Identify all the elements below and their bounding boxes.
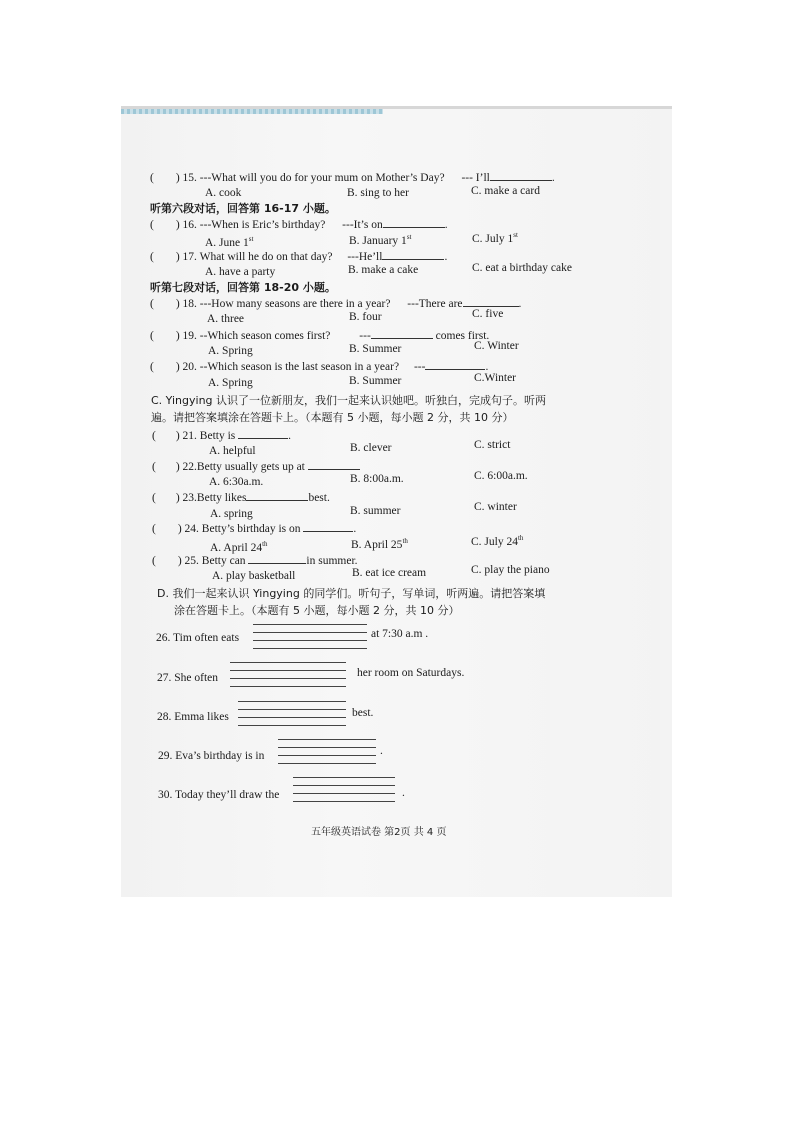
option-b: B. Summer	[349, 343, 402, 355]
writing-line[interactable]	[293, 777, 395, 778]
question-27-suffix: her room on Saturdays.	[357, 667, 465, 679]
sentence-end: .	[444, 219, 448, 231]
writing-line[interactable]	[230, 662, 346, 663]
answer-blank[interactable]	[490, 170, 552, 181]
answer-paren[interactable]: (	[152, 430, 156, 442]
question-text: ) 24. Betty’s birthday is on	[177, 523, 301, 535]
answer-blank[interactable]	[238, 428, 288, 439]
question-28-suffix: best.	[352, 707, 374, 719]
option-a: A. spring	[210, 508, 253, 520]
response-text: ---He’ll	[347, 251, 383, 263]
option-b-sup: th	[402, 537, 408, 545]
question-28-prefix: 28. Emma likes	[157, 711, 229, 723]
option-a: A. cook	[205, 187, 242, 199]
option-c: C.Winter	[474, 372, 517, 384]
writing-line[interactable]	[238, 725, 346, 726]
option-b: B. 8:00a.m.	[350, 473, 404, 485]
option-b: B. Summer	[349, 375, 402, 387]
option-a-sup: th	[262, 540, 268, 548]
question-text: ) 21. Betty is	[175, 430, 236, 442]
sentence-end: .	[485, 361, 489, 373]
option-b: B. summer	[350, 505, 401, 517]
option-c	[472, 228, 518, 246]
question-24	[152, 521, 356, 536]
question-19	[150, 328, 489, 343]
option-c-sup: th	[517, 534, 524, 542]
question-text: ) 25. Betty can	[177, 555, 246, 567]
writing-line[interactable]	[253, 624, 367, 625]
option-c: C. strict	[474, 439, 511, 451]
writing-line[interactable]	[230, 670, 346, 671]
option-a-text: A. June 1	[205, 236, 249, 249]
writing-line[interactable]	[293, 785, 395, 786]
writing-line[interactable]	[230, 686, 346, 687]
question-text: ) 22.Betty usually gets up at	[175, 461, 305, 473]
response-text: ---	[359, 330, 371, 342]
option-b: B. sing to her	[347, 187, 409, 199]
section-c-instruction-2: 遍。请把答案填涂在答题卡上。（本题有 5 小题，每小题 2 分，共 10 分）	[151, 411, 514, 424]
writing-line[interactable]	[230, 678, 346, 679]
answer-blank[interactable]	[308, 459, 360, 470]
option-c: C. 6:00a.m.	[474, 470, 528, 482]
option-b-text: B. January 1	[349, 234, 407, 247]
answer-paren[interactable]: (	[150, 330, 154, 342]
sentence-end: .	[444, 251, 448, 263]
question-21	[152, 428, 291, 443]
answer-blank[interactable]	[371, 328, 433, 339]
option-b: B. make a cake	[348, 264, 419, 276]
writing-line[interactable]	[278, 763, 376, 764]
section-6-heading: 听第六段对话，回答第 16-17 小题。	[150, 202, 336, 215]
answer-paren[interactable]: (	[150, 219, 154, 231]
answer-paren[interactable]: (	[150, 251, 154, 263]
option-a: A. helpful	[209, 445, 256, 457]
writing-line[interactable]	[238, 717, 346, 718]
question-22	[152, 459, 360, 474]
answer-paren[interactable]: (	[152, 492, 156, 504]
question-30-prefix: 30. Today they’ll draw the	[158, 789, 280, 801]
question-25	[152, 553, 358, 568]
option-a-sup: st	[248, 235, 254, 243]
answer-blank[interactable]	[248, 553, 306, 564]
option-b-sup: st	[406, 233, 412, 241]
question-text: ) 23.Betty likes	[175, 492, 247, 504]
option-a: A. Spring	[208, 345, 253, 357]
section-7-heading: 听第七段对话，回答第 18-20 小题。	[150, 281, 336, 294]
answer-paren[interactable]: (	[152, 555, 156, 567]
option-b: B. eat ice cream	[352, 567, 427, 579]
question-text: ) 17. What will he do on that day?	[175, 251, 333, 263]
writing-line[interactable]	[253, 632, 367, 633]
writing-line[interactable]	[253, 648, 367, 649]
sentence-end: .	[518, 298, 522, 310]
answer-blank[interactable]	[425, 359, 485, 370]
section-c-instruction-1: C. Yingying 认识了一位新朋友，我们一起来认识她吧。听独白，完成句子。听两	[151, 394, 547, 407]
question-text: ) 18. ---How many seasons are there in a year?	[175, 298, 391, 310]
question-15	[150, 170, 555, 185]
writing-line[interactable]	[238, 709, 346, 710]
writing-line[interactable]	[293, 801, 395, 802]
option-b-text: B. April 25	[351, 538, 403, 551]
response-text: ---It’s on	[342, 219, 383, 231]
section-d-instruction-1: D. 我们一起来认识 Yingying 的同学们。听句子，写单词，听两遍。请把答案填	[157, 587, 546, 600]
option-c: C. play the piano	[471, 564, 550, 576]
option-a	[205, 232, 253, 250]
option-b	[351, 534, 408, 552]
writing-line[interactable]	[278, 755, 376, 756]
option-a-text: A. April 24	[210, 541, 263, 554]
question-27-prefix: 27. She often	[157, 672, 219, 684]
answer-paren[interactable]: (	[150, 361, 154, 373]
question-23	[152, 490, 330, 505]
response-text: ---	[413, 361, 426, 373]
page-edge-shadow	[121, 106, 672, 109]
option-b: B. clever	[350, 442, 392, 454]
option-a: A. 6:30a.m.	[209, 476, 264, 488]
answer-paren[interactable]: (	[152, 523, 156, 535]
option-c: C. Winter	[474, 340, 519, 352]
option-a: A. three	[207, 313, 245, 325]
writing-line[interactable]	[278, 739, 376, 740]
question-29-suffix: .	[380, 745, 383, 757]
writing-line[interactable]	[238, 701, 346, 702]
answer-blank[interactable]	[383, 217, 445, 228]
answer-blank[interactable]	[303, 521, 353, 532]
answer-blank[interactable]	[463, 296, 519, 307]
option-b: B. four	[349, 311, 382, 323]
option-a: A. Spring	[208, 377, 253, 389]
option-c-sup: st	[513, 231, 518, 239]
question-26-prefix: 26. Tim often eats	[156, 632, 240, 644]
answer-paren[interactable]: (	[150, 298, 154, 310]
writing-line[interactable]	[293, 793, 395, 794]
option-c: C. five	[472, 308, 504, 320]
question-17	[150, 249, 447, 264]
question-text: ) 16. ---When is Eric’s birthday?	[175, 219, 326, 231]
answer-blank[interactable]	[246, 490, 308, 501]
question-20	[150, 359, 488, 374]
answer-paren[interactable]: (	[150, 172, 154, 184]
question-text: ) 15. ---What will you do for your mum on Mother’s Day?	[175, 172, 445, 184]
writing-line[interactable]	[278, 747, 376, 748]
option-c: C. winter	[474, 501, 517, 513]
page-footer: 五年级英语试卷 第2页 共 4 页	[311, 827, 447, 838]
option-c: C. eat a birthday cake	[472, 262, 572, 274]
sentence-end: .	[288, 430, 292, 442]
question-text: ) 20. --Which season is the last season in a year?	[175, 361, 400, 373]
option-b	[349, 230, 411, 248]
option-c-text: C. July 24	[471, 535, 518, 548]
option-a: A. have a party	[205, 266, 276, 278]
question-18	[150, 296, 521, 311]
question-29-prefix: 29. Eva’s birthday is in	[158, 750, 265, 762]
question-text: ) 19. --Which season comes first?	[175, 330, 331, 342]
exam-sheet	[121, 106, 672, 897]
question-30-suffix: .	[402, 787, 405, 799]
sentence-end: comes first.	[435, 330, 490, 342]
option-c-text: C. July 1	[472, 232, 514, 245]
option-a: A. play basketball	[212, 570, 296, 582]
response-text: ---There are	[407, 298, 463, 310]
section-d-instruction-2: 涂在答题卡上。（本题有 5 小题，每小题 2 分，共 10 分）	[174, 604, 460, 617]
option-c	[471, 531, 523, 549]
sentence-end: .	[551, 172, 555, 184]
sentence-end: .	[353, 523, 357, 535]
sentence-end: best.	[308, 492, 330, 504]
question-26-suffix: at 7:30 a.m .	[371, 628, 429, 640]
answer-paren[interactable]: (	[152, 461, 156, 473]
answer-blank[interactable]	[382, 249, 444, 260]
option-c: C. make a card	[471, 185, 540, 197]
sentence-end: in summer.	[306, 555, 358, 567]
writing-line[interactable]	[253, 640, 367, 641]
response-text: --- I’ll	[461, 172, 490, 184]
